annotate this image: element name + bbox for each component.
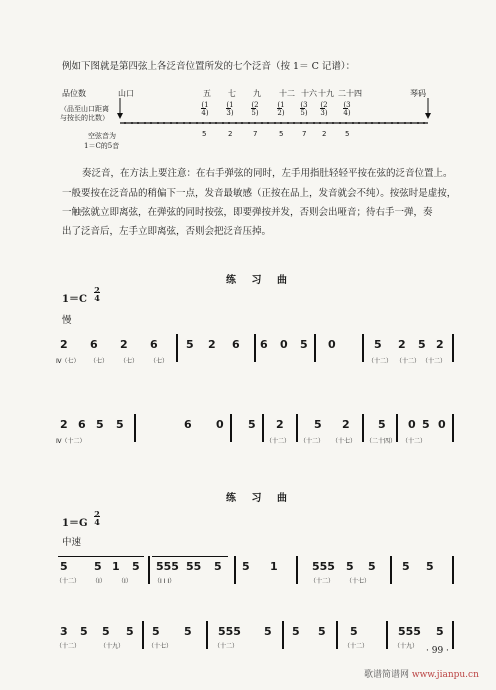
note-1: 5 bbox=[202, 130, 207, 138]
position-5: 五 bbox=[203, 89, 211, 98]
ratio-3: (2 5) bbox=[251, 101, 259, 117]
paragraph-line-4: 出了泛音后，左手立即离弦，否则会把泛音压掉。 bbox=[62, 226, 272, 237]
ratio-4: (1 2) bbox=[277, 101, 285, 117]
note-5: 7 bbox=[302, 130, 307, 138]
position-7: 七 bbox=[228, 89, 236, 98]
exercise2-title: 练 习 曲 bbox=[226, 493, 293, 504]
note-2: 2 bbox=[228, 130, 233, 138]
exercise2-tempo: 中速 bbox=[62, 537, 82, 548]
paragraph-line-3: 一触弦就立即离弦，在弹弦的同时按弦，即要弹按并发，否则会出哑音；待右手一弹，奏 bbox=[62, 207, 433, 218]
ratio-6: (2 3) bbox=[320, 101, 328, 117]
position-16: 十六 bbox=[301, 89, 317, 98]
ratio-2: (1 3) bbox=[226, 101, 234, 117]
exercise1-row1: 2 6 2 6 5 2 6 6 0 5 0 5 2 5 2 Ⅳ（七） （七） （七） （七） （十二） （十二） （十二） bbox=[56, 330, 458, 370]
position-19: 十九 bbox=[318, 89, 334, 98]
paragraph-line-2: 一般要按在泛音品的稍偏下一点，发音最敏感（正按在品上，发音就会不纯）。按弦时是虚按， bbox=[62, 188, 457, 199]
exercise2-key: 1＝G bbox=[62, 518, 88, 529]
ratio-label-2: 与按长的比数） bbox=[60, 114, 109, 122]
position-12: 十二 bbox=[279, 89, 295, 98]
exercise1-time: 2 4 bbox=[94, 285, 100, 303]
exercise2-row2: 3 5 5 5 5 5 555 5 5 5 5 555 5 （十二） （十九） （十七） （十二） （十二） （十九） bbox=[56, 617, 458, 657]
nut-label: 山口 bbox=[118, 89, 134, 98]
exercise1-row2: 2 6 5 5 6 0 5 2 5 2 5 0 5 0 Ⅳ（十二） （十二） （十二） （十七） （二十四） （十二） bbox=[56, 410, 458, 450]
note-3: 7 bbox=[253, 130, 258, 138]
note-4: 5 bbox=[279, 130, 284, 138]
open-label-2: 1＝C的5音 bbox=[84, 142, 120, 150]
position-9: 九 bbox=[253, 89, 261, 98]
intro-text: 例如下图就是第四弦上各泛音位置所发的七个泛音（按 1＝ C 记谱）： bbox=[62, 61, 356, 72]
page-number: · 99 · bbox=[426, 646, 449, 656]
exercise2-time: 2 4 bbox=[94, 509, 100, 527]
watermark: 歌谱简谱网 www.jianpu.cn bbox=[364, 670, 479, 680]
ratio-5: (3 5) bbox=[300, 101, 308, 117]
ratio-7: (3 4) bbox=[343, 101, 351, 117]
bridge-label: 琴码 bbox=[410, 89, 426, 98]
exercise2-row1: 5 5 1 5 555 55 5 5 1 555 5 5 5 5 （十二） （Ⅰ） （Ⅰ） （Ⅰ Ⅰ Ⅰ） （十二） （十七） bbox=[56, 552, 458, 592]
position-24: 二十四 bbox=[338, 89, 362, 98]
exercise1-tempo: 慢 bbox=[62, 315, 72, 326]
note-7: 5 bbox=[345, 130, 350, 138]
fret-row-label: 品位数 bbox=[62, 89, 86, 98]
ratio-label-1: （品至山口距离 bbox=[60, 105, 109, 113]
string-diagram bbox=[110, 96, 440, 140]
open-label-1: 空弦音为 bbox=[88, 132, 116, 140]
exercise1-key: 1＝C bbox=[62, 294, 87, 305]
exercise1-title: 练 习 曲 bbox=[226, 275, 293, 286]
ratio-1: (1 4) bbox=[201, 101, 209, 117]
paragraph-line-1: 奏泛音，在方法上要注意：在右手弹弦的同时，左手用指肚轻轻平按在弦的泛音位置上。 bbox=[82, 168, 453, 179]
note-6: 2 bbox=[322, 130, 327, 138]
